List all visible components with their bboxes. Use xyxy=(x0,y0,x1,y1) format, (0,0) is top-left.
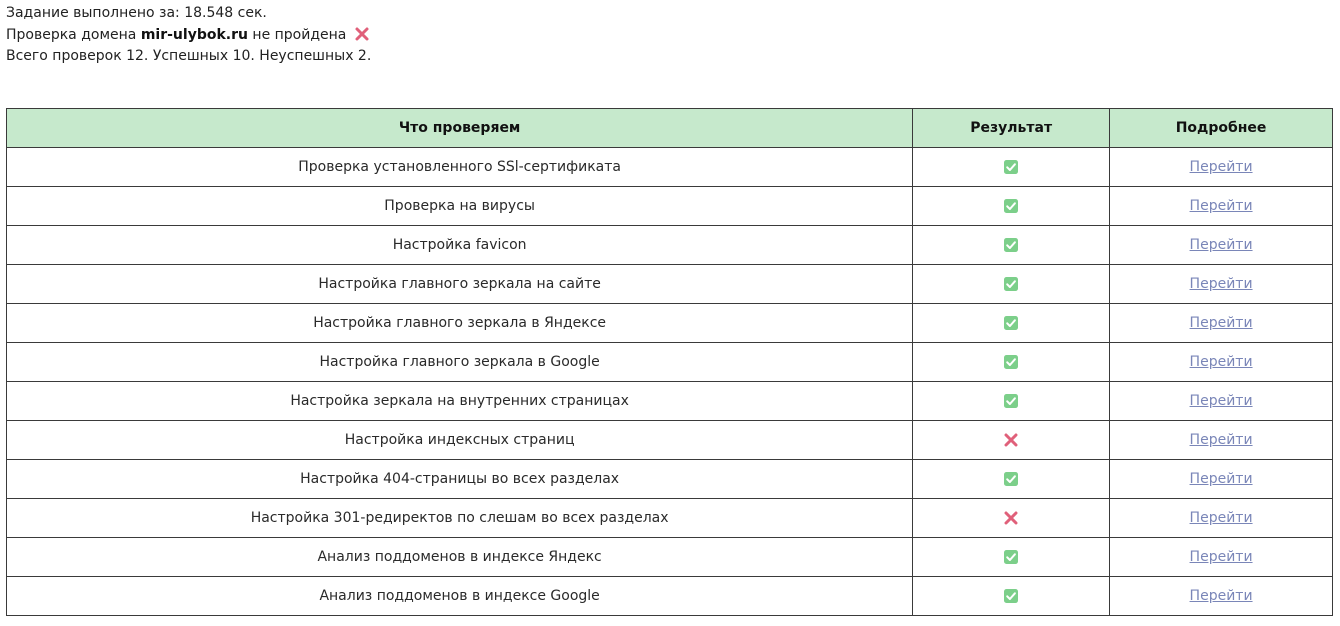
result-cell xyxy=(913,460,1110,499)
details-link[interactable]: Перейти xyxy=(1189,276,1253,292)
cross-mark-icon xyxy=(1003,432,1019,448)
details-cell xyxy=(1110,538,1333,577)
totals-summary: Всего проверок 12. Успешных 10. Неуспешных 2. xyxy=(6,48,372,64)
table-row xyxy=(7,226,1333,265)
details-link[interactable]: Перейти xyxy=(1189,354,1253,370)
table-row xyxy=(7,382,1333,421)
check-mark-button-icon xyxy=(1003,471,1019,487)
result-cell xyxy=(913,577,1110,616)
details-link[interactable]: Перейти xyxy=(1189,159,1253,175)
result-cell xyxy=(913,343,1110,382)
result-cell xyxy=(913,226,1110,265)
cross-mark-icon xyxy=(1003,510,1019,526)
domain-status-suffix: не пройдена xyxy=(247,26,347,43)
check-mark-button-icon xyxy=(1003,393,1019,409)
details-cell xyxy=(1110,343,1333,382)
check-name: Проверка установленного SSl-сертификата xyxy=(7,148,913,187)
check-mark-button-icon xyxy=(1003,276,1019,292)
details-cell xyxy=(1110,460,1333,499)
table-header-row xyxy=(7,109,1333,148)
check-name: Настройка 301-редиректов по слешам во всех разделах xyxy=(7,499,913,538)
check-name: Анализ поддоменов в индексе Яндекс xyxy=(7,538,913,577)
check-name: Настройка индексных страниц xyxy=(7,421,913,460)
table-row xyxy=(7,304,1333,343)
table-row xyxy=(7,577,1333,616)
check-name: Настройка главного зеркала в Яндексе xyxy=(7,304,913,343)
column-header-details: Подробнее xyxy=(1110,109,1333,148)
result-cell xyxy=(913,265,1110,304)
check-mark-button-icon xyxy=(1003,159,1019,175)
domain-name: mir-ulybok.ru xyxy=(140,26,248,43)
details-cell xyxy=(1110,187,1333,226)
check-name: Настройка 404-страницы во всех разделах xyxy=(7,460,913,499)
check-mark-button-icon xyxy=(1003,354,1019,370)
check-mark-button-icon xyxy=(1003,315,1019,331)
details-cell xyxy=(1110,304,1333,343)
details-cell xyxy=(1110,499,1333,538)
check-name: Настройка favicon xyxy=(7,226,913,265)
check-mark-button-icon xyxy=(1003,549,1019,565)
details-link[interactable]: Перейти xyxy=(1189,432,1253,448)
table-row xyxy=(7,187,1333,226)
summary xyxy=(6,3,371,68)
details-link[interactable]: Перейти xyxy=(1189,471,1253,487)
result-cell xyxy=(913,187,1110,226)
table-row xyxy=(7,343,1333,382)
check-name: Настройка зеркала на внутренних страницах xyxy=(7,382,913,421)
check-name: Настройка главного зеркала на сайте xyxy=(7,265,913,304)
details-link[interactable]: Перейти xyxy=(1189,198,1253,214)
details-link[interactable]: Перейти xyxy=(1189,393,1253,409)
execution-time: Задание выполнено за: 18.548 сек. xyxy=(6,5,267,21)
check-name: Настройка главного зеркала в Google xyxy=(7,343,913,382)
result-cell xyxy=(913,421,1110,460)
check-name: Анализ поддоменов в индексе Google xyxy=(7,577,913,616)
domain-status-prefix: Проверка домена xyxy=(6,26,141,43)
details-link[interactable]: Перейти xyxy=(1189,549,1253,565)
details-cell xyxy=(1110,421,1333,460)
details-cell xyxy=(1110,577,1333,616)
details-cell xyxy=(1110,226,1333,265)
table-row xyxy=(7,538,1333,577)
result-cell xyxy=(913,148,1110,187)
details-link[interactable]: Перейти xyxy=(1189,315,1253,331)
table-row xyxy=(7,148,1333,187)
table-row xyxy=(7,421,1333,460)
cross-mark-icon xyxy=(354,26,370,42)
column-header-check: Что проверяем xyxy=(7,109,913,148)
details-cell xyxy=(1110,148,1333,187)
check-mark-button-icon xyxy=(1003,198,1019,214)
details-cell xyxy=(1110,265,1333,304)
result-cell xyxy=(913,499,1110,538)
details-link[interactable]: Перейти xyxy=(1189,510,1253,526)
column-header-result: Результат xyxy=(913,109,1110,148)
check-mark-button-icon xyxy=(1003,237,1019,253)
checks-table xyxy=(6,108,1333,616)
details-link[interactable]: Перейти xyxy=(1189,588,1253,604)
table-row xyxy=(7,265,1333,304)
details-cell xyxy=(1110,382,1333,421)
check-mark-button-icon xyxy=(1003,588,1019,604)
details-link[interactable]: Перейти xyxy=(1189,237,1253,253)
result-cell xyxy=(913,382,1110,421)
table-row xyxy=(7,499,1333,538)
check-name: Проверка на вирусы xyxy=(7,187,913,226)
table-row xyxy=(7,460,1333,499)
domain-status xyxy=(6,25,371,47)
result-cell xyxy=(913,304,1110,343)
result-cell xyxy=(913,538,1110,577)
